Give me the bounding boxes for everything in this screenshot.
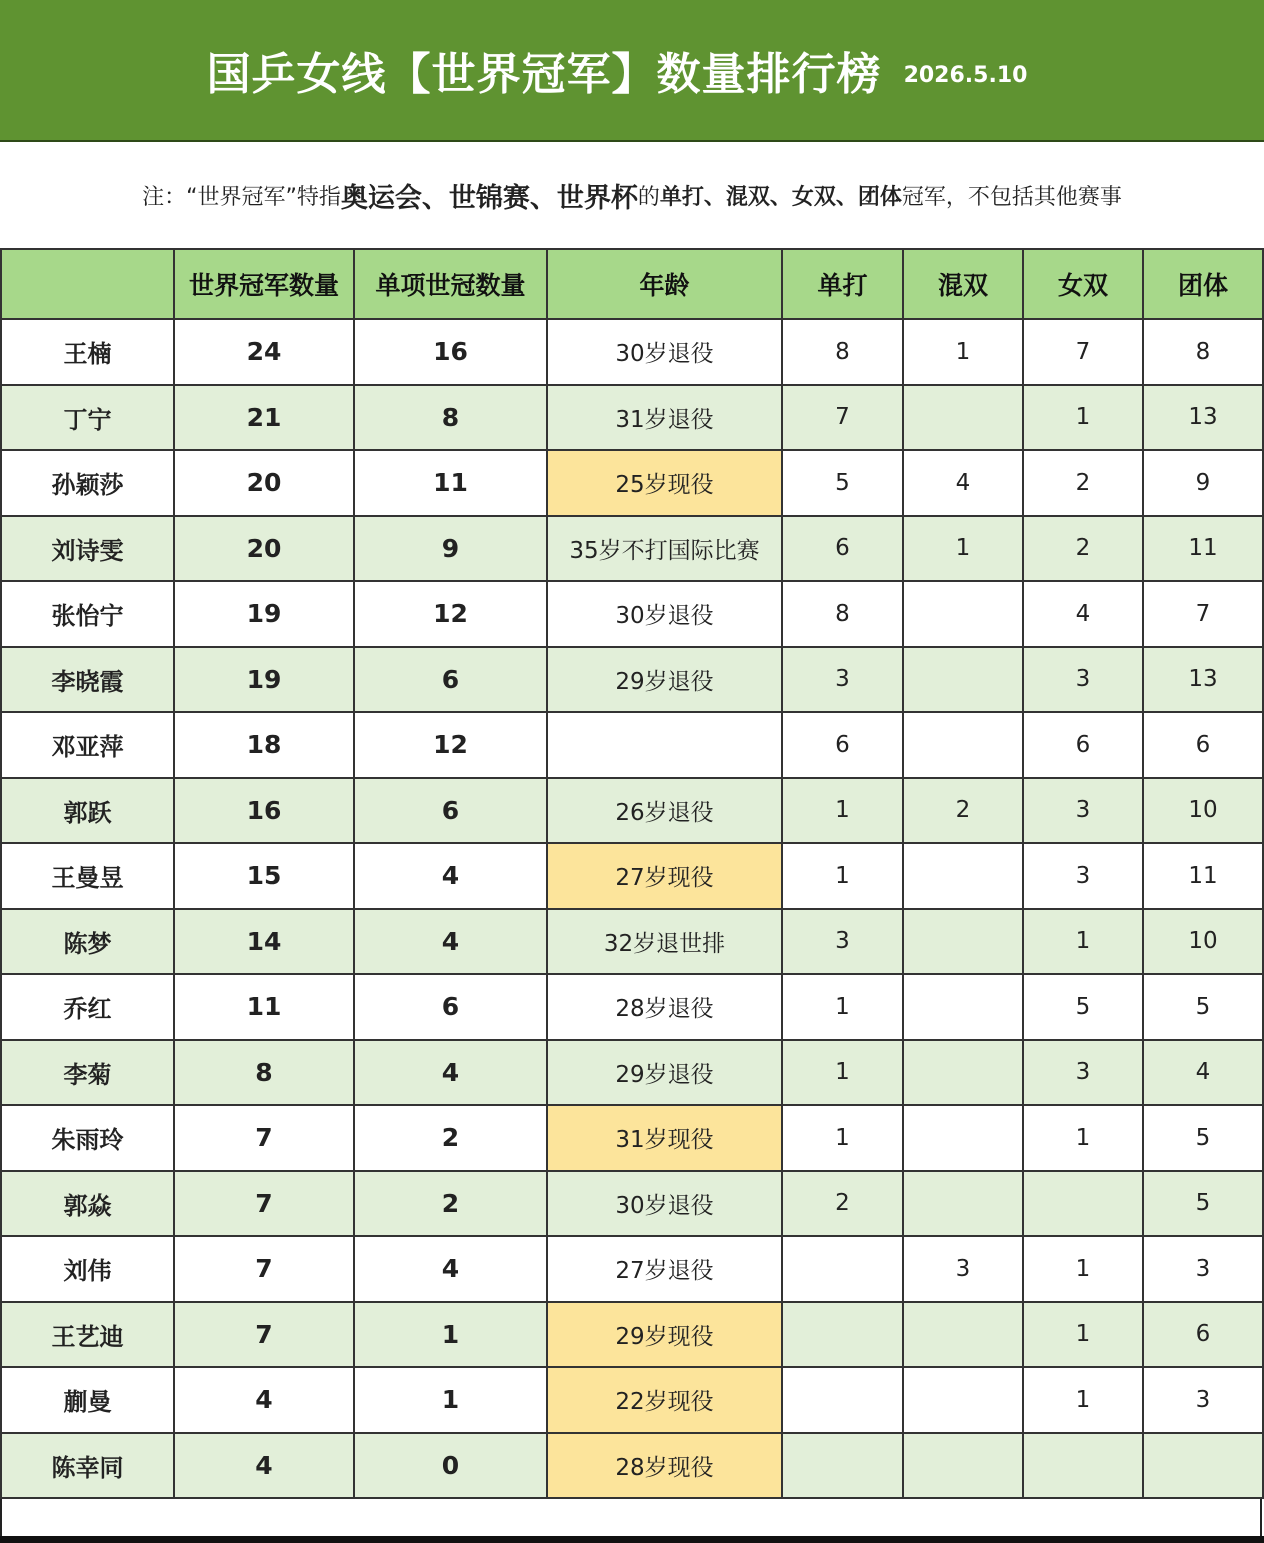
date-label: 2026.5.10 [903, 62, 1028, 88]
team-cell: 13 [1143, 385, 1263, 451]
mixed-cell [903, 1040, 1023, 1106]
table-row [1, 909, 1263, 975]
table-row [1, 1367, 1263, 1433]
doubles-cell: 3 [1023, 1040, 1143, 1106]
col-header-mixed: 混双 [903, 249, 1023, 319]
mixed-cell [903, 974, 1023, 1040]
note-line [0, 142, 1264, 248]
total-cell: 21 [174, 385, 354, 451]
age-cell: 30岁退役 [547, 581, 782, 647]
total-cell: 8 [174, 1040, 354, 1106]
table-row [1, 516, 1263, 582]
note-suffix: 冠军，不包括其他赛事 [901, 184, 1122, 210]
singles-cell: 1 [782, 843, 903, 909]
doubles-cell: 2 [1023, 516, 1143, 582]
team-cell: 5 [1143, 1105, 1263, 1171]
single-items-cell: 2 [354, 1105, 547, 1171]
player-name-cell: 乔红 [1, 974, 174, 1040]
single-items-cell: 12 [354, 712, 547, 778]
team-cell: 8 [1143, 319, 1263, 385]
note-events: 奥运会、世锦赛、世界杯 [340, 182, 638, 214]
mixed-cell: 1 [903, 319, 1023, 385]
single-items-cell: 4 [354, 1040, 547, 1106]
table-row [1, 385, 1263, 451]
age-cell: 26岁退役 [547, 778, 782, 844]
note-de: 的 [637, 184, 660, 210]
mixed-cell [903, 385, 1023, 451]
singles-cell: 8 [782, 319, 903, 385]
doubles-cell: 3 [1023, 843, 1143, 909]
total-cell: 16 [174, 778, 354, 844]
team-cell: 3 [1143, 1236, 1263, 1302]
player-name-cell: 张怡宁 [1, 581, 174, 647]
player-name-cell: 李菊 [1, 1040, 174, 1106]
doubles-cell: 5 [1023, 974, 1143, 1040]
age-cell: 35岁不打国际比赛 [547, 516, 782, 582]
team-cell: 10 [1143, 778, 1263, 844]
total-cell: 7 [174, 1236, 354, 1302]
player-name-cell: 刘伟 [1, 1236, 174, 1302]
table-row [1, 843, 1263, 909]
note-prefix: 注：“世界冠军”特指 [142, 184, 341, 210]
table-row [1, 1433, 1263, 1499]
table-row [1, 581, 1263, 647]
mixed-cell [903, 1367, 1023, 1433]
total-cell: 14 [174, 909, 354, 975]
team-cell: 6 [1143, 1302, 1263, 1368]
age-cell: 29岁现役 [547, 1302, 782, 1368]
table-row [1, 974, 1263, 1040]
age-cell: 22岁现役 [547, 1367, 782, 1433]
singles-cell [782, 1302, 903, 1368]
age-cell: 29岁退役 [547, 1040, 782, 1106]
team-cell: 7 [1143, 581, 1263, 647]
player-name-cell: 郭焱 [1, 1171, 174, 1237]
doubles-cell: 1 [1023, 1105, 1143, 1171]
single-items-cell: 16 [354, 319, 547, 385]
col-header-age: 年龄 [547, 249, 782, 319]
total-cell: 11 [174, 974, 354, 1040]
ranking-table [0, 248, 1264, 1499]
single-items-cell: 4 [354, 843, 547, 909]
singles-cell: 5 [782, 450, 903, 516]
age-cell: 29岁退役 [547, 647, 782, 713]
table-row [1, 778, 1263, 844]
table-row [1, 1171, 1263, 1237]
single-items-cell: 0 [354, 1433, 547, 1499]
mixed-cell: 4 [903, 450, 1023, 516]
table-row [1, 1105, 1263, 1171]
single-items-cell: 12 [354, 581, 547, 647]
team-cell: 13 [1143, 647, 1263, 713]
total-cell: 4 [174, 1367, 354, 1433]
singles-cell: 6 [782, 712, 903, 778]
doubles-cell [1023, 1433, 1143, 1499]
singles-cell: 2 [782, 1171, 903, 1237]
age-cell: 31岁现役 [547, 1105, 782, 1171]
singles-cell: 1 [782, 1105, 903, 1171]
total-cell: 15 [174, 843, 354, 909]
player-name-cell: 王艺迪 [1, 1302, 174, 1368]
doubles-cell: 3 [1023, 778, 1143, 844]
player-name-cell: 刘诗雯 [1, 516, 174, 582]
singles-cell: 3 [782, 909, 903, 975]
single-items-cell: 11 [354, 450, 547, 516]
single-items-cell: 6 [354, 974, 547, 1040]
single-items-cell: 6 [354, 647, 547, 713]
team-cell [1143, 1433, 1263, 1499]
single-items-cell: 4 [354, 909, 547, 975]
player-name-cell: 王楠 [1, 319, 174, 385]
age-cell: 31岁退役 [547, 385, 782, 451]
header-row [1, 249, 1263, 319]
doubles-cell: 3 [1023, 647, 1143, 713]
header-banner [0, 0, 1264, 142]
doubles-cell [1023, 1171, 1143, 1237]
singles-cell [782, 1433, 903, 1499]
age-cell: 27岁现役 [547, 843, 782, 909]
total-cell: 18 [174, 712, 354, 778]
note-categories: 单打、混双、女双、团体 [659, 184, 902, 210]
player-name-cell: 孙颖莎 [1, 450, 174, 516]
team-cell: 4 [1143, 1040, 1263, 1106]
col-header-singles: 单打 [782, 249, 903, 319]
mixed-cell [903, 1105, 1023, 1171]
team-cell: 5 [1143, 1171, 1263, 1237]
player-name-cell: 邓亚萍 [1, 712, 174, 778]
mixed-cell [903, 1171, 1023, 1237]
doubles-cell: 4 [1023, 581, 1143, 647]
total-cell: 24 [174, 319, 354, 385]
player-name-cell: 蒯曼 [1, 1367, 174, 1433]
age-cell: 25岁现役 [547, 450, 782, 516]
mixed-cell [903, 581, 1023, 647]
player-name-cell: 王曼昱 [1, 843, 174, 909]
table-row [1, 450, 1263, 516]
age-cell: 28岁现役 [547, 1433, 782, 1499]
total-cell: 19 [174, 647, 354, 713]
page-title: 国乒女线【世界冠军】数量排行榜 [206, 49, 882, 100]
singles-cell: 1 [782, 1040, 903, 1106]
total-cell: 4 [174, 1433, 354, 1499]
mixed-cell [903, 909, 1023, 975]
age-cell: 28岁退役 [547, 974, 782, 1040]
team-cell: 5 [1143, 974, 1263, 1040]
single-items-cell: 8 [354, 385, 547, 451]
total-cell: 20 [174, 450, 354, 516]
team-cell: 3 [1143, 1367, 1263, 1433]
player-name-cell: 朱雨玲 [1, 1105, 174, 1171]
singles-cell: 3 [782, 647, 903, 713]
single-items-cell: 1 [354, 1302, 547, 1368]
col-header-doubles: 女双 [1023, 249, 1143, 319]
table-row [1, 1236, 1263, 1302]
singles-cell: 7 [782, 385, 903, 451]
team-cell: 9 [1143, 450, 1263, 516]
age-cell: 30岁退役 [547, 1171, 782, 1237]
table-row [1, 1040, 1263, 1106]
age-cell: 27岁退役 [547, 1236, 782, 1302]
bottom-border [0, 1536, 1264, 1543]
table-body [1, 319, 1263, 1498]
age-cell: 32岁退世排 [547, 909, 782, 975]
single-items-cell: 9 [354, 516, 547, 582]
table-row [1, 647, 1263, 713]
col-header-single-items: 单项世冠数量 [354, 249, 547, 319]
doubles-cell: 1 [1023, 1302, 1143, 1368]
age-cell: 30岁退役 [547, 319, 782, 385]
total-cell: 20 [174, 516, 354, 582]
team-cell: 6 [1143, 712, 1263, 778]
singles-cell [782, 1367, 903, 1433]
mixed-cell [903, 647, 1023, 713]
mixed-cell: 3 [903, 1236, 1023, 1302]
col-header-team: 团体 [1143, 249, 1263, 319]
doubles-cell: 1 [1023, 909, 1143, 975]
singles-cell: 8 [782, 581, 903, 647]
mixed-cell [903, 1433, 1023, 1499]
doubles-cell: 1 [1023, 1236, 1143, 1302]
single-items-cell: 1 [354, 1367, 547, 1433]
player-name-cell: 陈梦 [1, 909, 174, 975]
doubles-cell: 7 [1023, 319, 1143, 385]
mixed-cell: 1 [903, 516, 1023, 582]
col-header-name [1, 249, 174, 319]
total-cell: 7 [174, 1105, 354, 1171]
mixed-cell [903, 1302, 1023, 1368]
single-items-cell: 4 [354, 1236, 547, 1302]
mixed-cell: 2 [903, 778, 1023, 844]
player-name-cell: 丁宁 [1, 385, 174, 451]
total-cell: 7 [174, 1171, 354, 1237]
doubles-cell: 6 [1023, 712, 1143, 778]
table-row [1, 319, 1263, 385]
team-cell: 10 [1143, 909, 1263, 975]
single-items-cell: 6 [354, 778, 547, 844]
doubles-cell: 1 [1023, 385, 1143, 451]
table-row [1, 1302, 1263, 1368]
col-header-total: 世界冠军数量 [174, 249, 354, 319]
player-name-cell: 陈幸同 [1, 1433, 174, 1499]
singles-cell: 1 [782, 778, 903, 844]
team-cell: 11 [1143, 843, 1263, 909]
singles-cell [782, 1236, 903, 1302]
single-items-cell: 2 [354, 1171, 547, 1237]
mixed-cell [903, 712, 1023, 778]
doubles-cell: 2 [1023, 450, 1143, 516]
player-name-cell: 李晓霞 [1, 647, 174, 713]
total-cell: 19 [174, 581, 354, 647]
singles-cell: 1 [782, 974, 903, 1040]
team-cell: 11 [1143, 516, 1263, 582]
table-row [1, 712, 1263, 778]
doubles-cell: 1 [1023, 1367, 1143, 1433]
player-name-cell: 郭跃 [1, 778, 174, 844]
age-cell [547, 712, 782, 778]
total-cell: 7 [174, 1302, 354, 1368]
mixed-cell [903, 843, 1023, 909]
singles-cell: 6 [782, 516, 903, 582]
